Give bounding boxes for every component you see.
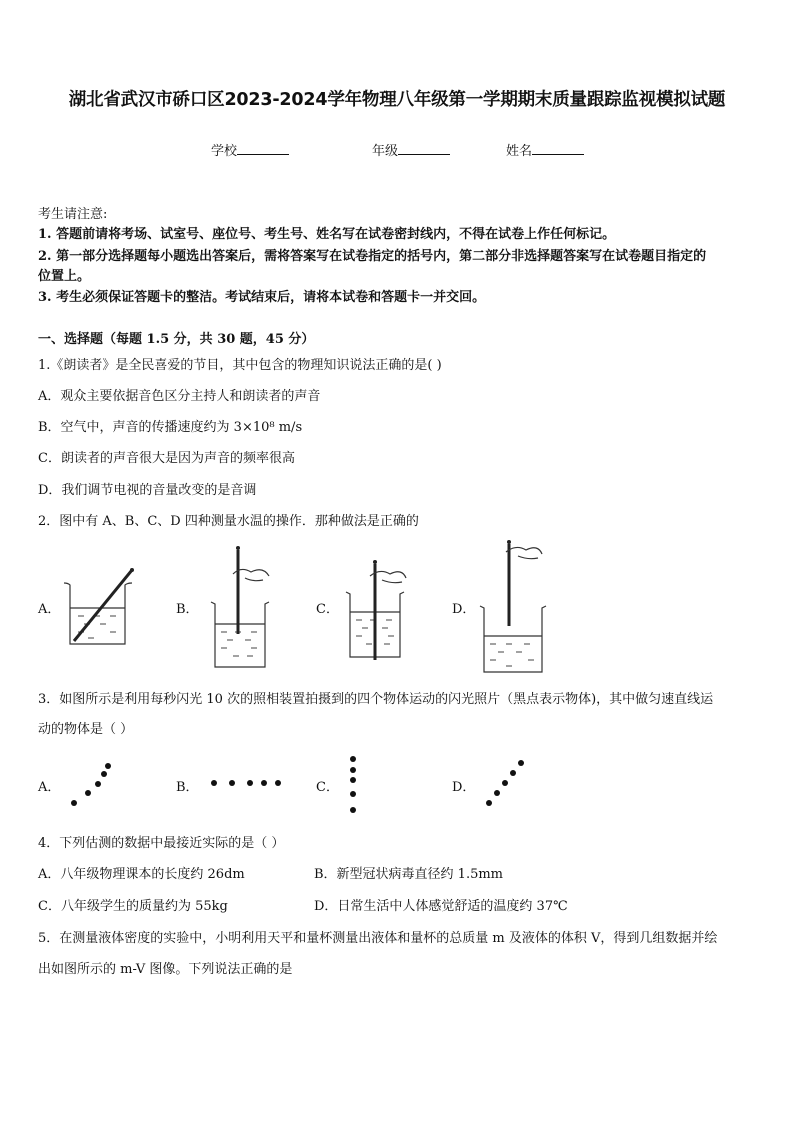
q2-figure-d [476,538,556,676]
name-label: 姓名 [506,144,533,159]
q2-label-b: B． [176,602,199,617]
q5-stem-line2: 出如图所示的 m-V 图像。下列说法正确的是 [38,962,293,977]
notice-item: 1. 答题前请将考场、试室号、座位号、考生号、姓名写在试卷密封线内，不得在试卷上作任何标记。 [38,227,616,242]
notice-heading: 考生请注意: [38,207,108,222]
q2-label-a: A． [38,602,61,617]
q2-label-d: D． [452,602,476,617]
q3-label-c: C． [316,780,339,795]
q1-option-c: C．朗读者的声音很大是因为声音的频率很高 [38,451,295,466]
q4-option-c: C．八年级学生的质量约为 55kg [38,899,228,914]
q4-option-a: A．八年级物理课本的长度约 26dm [38,867,245,882]
notice-item: 2. 第一部分选择题每小题选出答案后，需将答案写在试卷指定的括号内，第二部分非选择题答案写在试卷题目指定的 [38,249,707,264]
q1-option-b: B．空气中，声音的传播速度约为 3×10⁸ m/s [38,420,303,435]
q2-label-c: C． [316,602,339,617]
q2-figure-a [60,566,140,650]
name-blank [532,141,584,155]
q2-stem: 2．图中有 A、B、C、D 四种测量水温的操作．那种做法是正确的 [38,514,419,529]
q3-stem-line2: 动的物体是（ ） [38,722,134,737]
q1-stem: 1.《朗读者》是全民喜爱的节目，其中包含的物理知识说法正确的是( ) [38,358,442,373]
q3-figure-b [206,776,286,790]
q3-stem-line1: 3．如图所示是利用每秒闪光 10 次的照相装置拍摄到的四个物体运动的闪光照片（黑点表示物体)，其中做匀速直线运 [38,692,714,707]
school-blank [237,141,289,155]
q3-label-a: A． [38,780,61,795]
q1-option-a: A．观众主要依据音色区分主持人和朗读者的声音 [38,389,321,404]
notice-item: 3. 考生必须保证答题卡的整洁。考试结束后，请将本试卷和答题卡一并交回。 [38,290,486,305]
q2-figure-b [205,542,285,672]
q3-label-b: B． [176,780,199,795]
q4-option-d: D．日常生活中人体感觉舒适的温度约 37℃ [314,899,568,914]
school-label: 学校 [211,144,238,159]
grade-field [372,140,450,159]
section-heading: 一、选择题（每题 1.5 分，共 30 题，45 分） [38,332,315,347]
q3-figure-a [68,760,118,810]
q2-figure-c [342,554,422,664]
q4-stem: 4．下列估测的数据中最接近实际的是（ ） [38,836,285,851]
q1-option-d: D．我们调节电视的音量改变的是音调 [38,483,257,498]
q3-label-d: D． [452,780,476,795]
notice-item: 位置上。 [38,269,91,284]
school-field [211,140,289,159]
q5-stem-line1: 5．在测量液体密度的实验中，小明利用天平和量杯测量出液体和量杯的总质量 m 及液体的体积 V，得到几组数据并绘 [38,931,718,946]
q3-figure-c [346,754,360,816]
q3-figure-d [482,756,528,810]
grade-label: 年级 [372,144,399,159]
name-field [506,140,584,159]
page-title: 湖北省武汉市硚口区2023-2024学年物理八年级第一学期期末质量跟踪监视模拟试题 [68,90,726,110]
q4-option-b: B．新型冠状病毒直径约 1.5mm [314,867,504,882]
grade-blank [398,141,450,155]
